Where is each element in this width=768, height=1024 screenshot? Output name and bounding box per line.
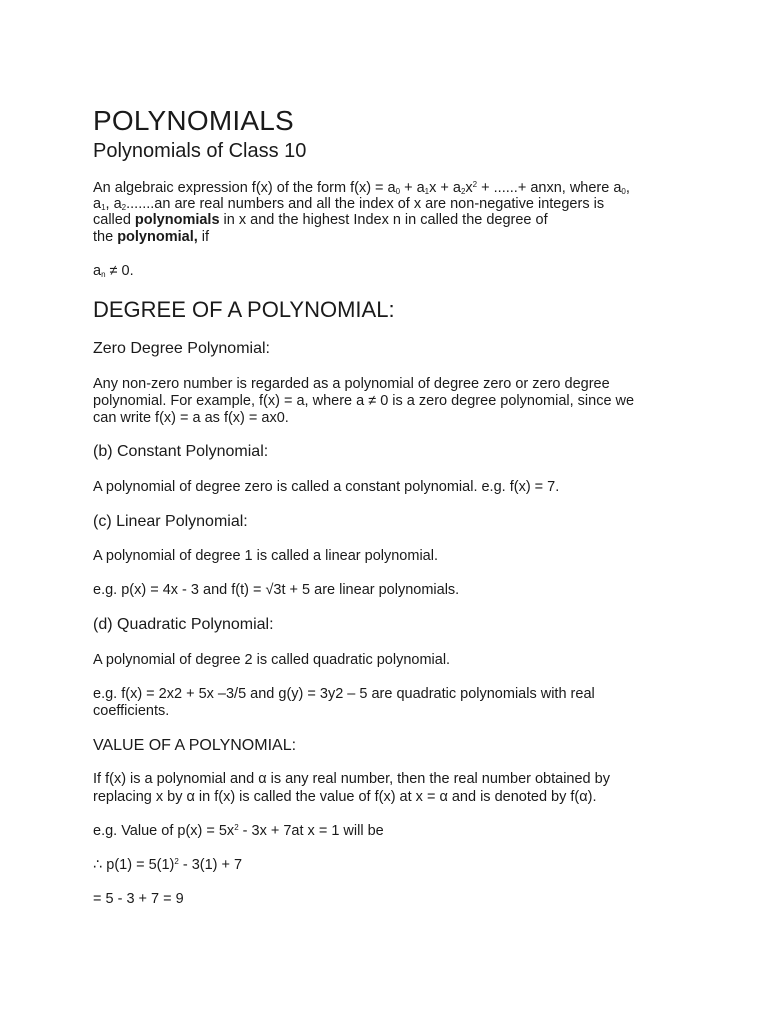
bold-term: polynomial, — [117, 229, 198, 245]
heading-value: VALUE OF A POLYNOMIAL: — [93, 737, 297, 754]
quadratic-text: A polynomial of degree 2 is called quadratic polynomial. — [93, 652, 451, 668]
value-example: e.g. Value of $p(x) = 5x^2 - 3x + 7at$ x = 1 will be — [93, 823, 384, 839]
heading-quadratic: (d) Quadratic Polynomial: — [93, 616, 274, 633]
heading-linear: (c) Linear Polynomial: — [93, 513, 248, 530]
constant-text: A polynomial of degree zero is called a constant polynomial. e.g. f(x) = 7. — [93, 479, 560, 495]
value-line-2: replacing x by α in f(x) is called the value of f(x) at x = α and is denoted by f(α). — [93, 789, 597, 805]
heading-constant: (b) Constant Polynomial: — [93, 443, 269, 460]
intro-condition: $a_n \ne 0$. — [93, 263, 134, 279]
zero-line-3: can write f(x) = a as f(x) = ax0. — [93, 410, 289, 426]
quadratic-example-2: coefficients. — [93, 703, 170, 719]
bold-term: polynomials — [134, 212, 220, 228]
intro-line-4: the polynomial, if — [93, 229, 210, 245]
section-heading-degree: DEGREE OF A POLYNOMIAL: — [93, 297, 395, 322]
value-calculation-2: = 5 - 3 + 7 = 9 — [93, 891, 184, 907]
linear-example: e.g. p(x) = 4x - 3 and f(t) = √3t + 5 are linear polynomials. — [93, 582, 460, 598]
linear-text: A polynomial of degree 1 is called a linear polynomial. — [93, 548, 438, 564]
value-line-1: If f(x) is a polynomial and α is any real number, then the real number obtained by — [93, 771, 610, 787]
value-calculation-1: ∴ $p(1) = 5(1)^2 - 3(1) + 7$ — [93, 857, 243, 873]
page-title: POLYNOMIALS — [93, 105, 294, 136]
intro-line-3: called polynomials in x and the highest Index n in called the degree of — [93, 212, 548, 228]
zero-line-1: Any non-zero number is regarded as a polynomial of degree zero or zero degree — [93, 376, 610, 392]
quadratic-example-1: e.g. f(x) = 2x2 + 5x –3/5 and g(y) = 3y2 – 5 are quadratic polynomials with real — [93, 686, 595, 702]
page-subtitle: Polynomials of Class 10 — [93, 140, 307, 162]
heading-zero-degree: Zero Degree Polynomial: — [93, 340, 270, 357]
intro-line-2: $a_1$, $a_2.......an$ are real numbers and all the index of x are non-negative integers is — [93, 196, 605, 212]
zero-line-2: polynomial. For example, f(x) = a, where a ≠ 0 is a zero degree polynomial, since we — [93, 393, 635, 409]
intro-line-1: An algebraic expression f(x) of the form $f(x) = a_0 + a_1x + a_2x^2$ + ......+ anxn, where $a_0$, — [93, 180, 630, 196]
